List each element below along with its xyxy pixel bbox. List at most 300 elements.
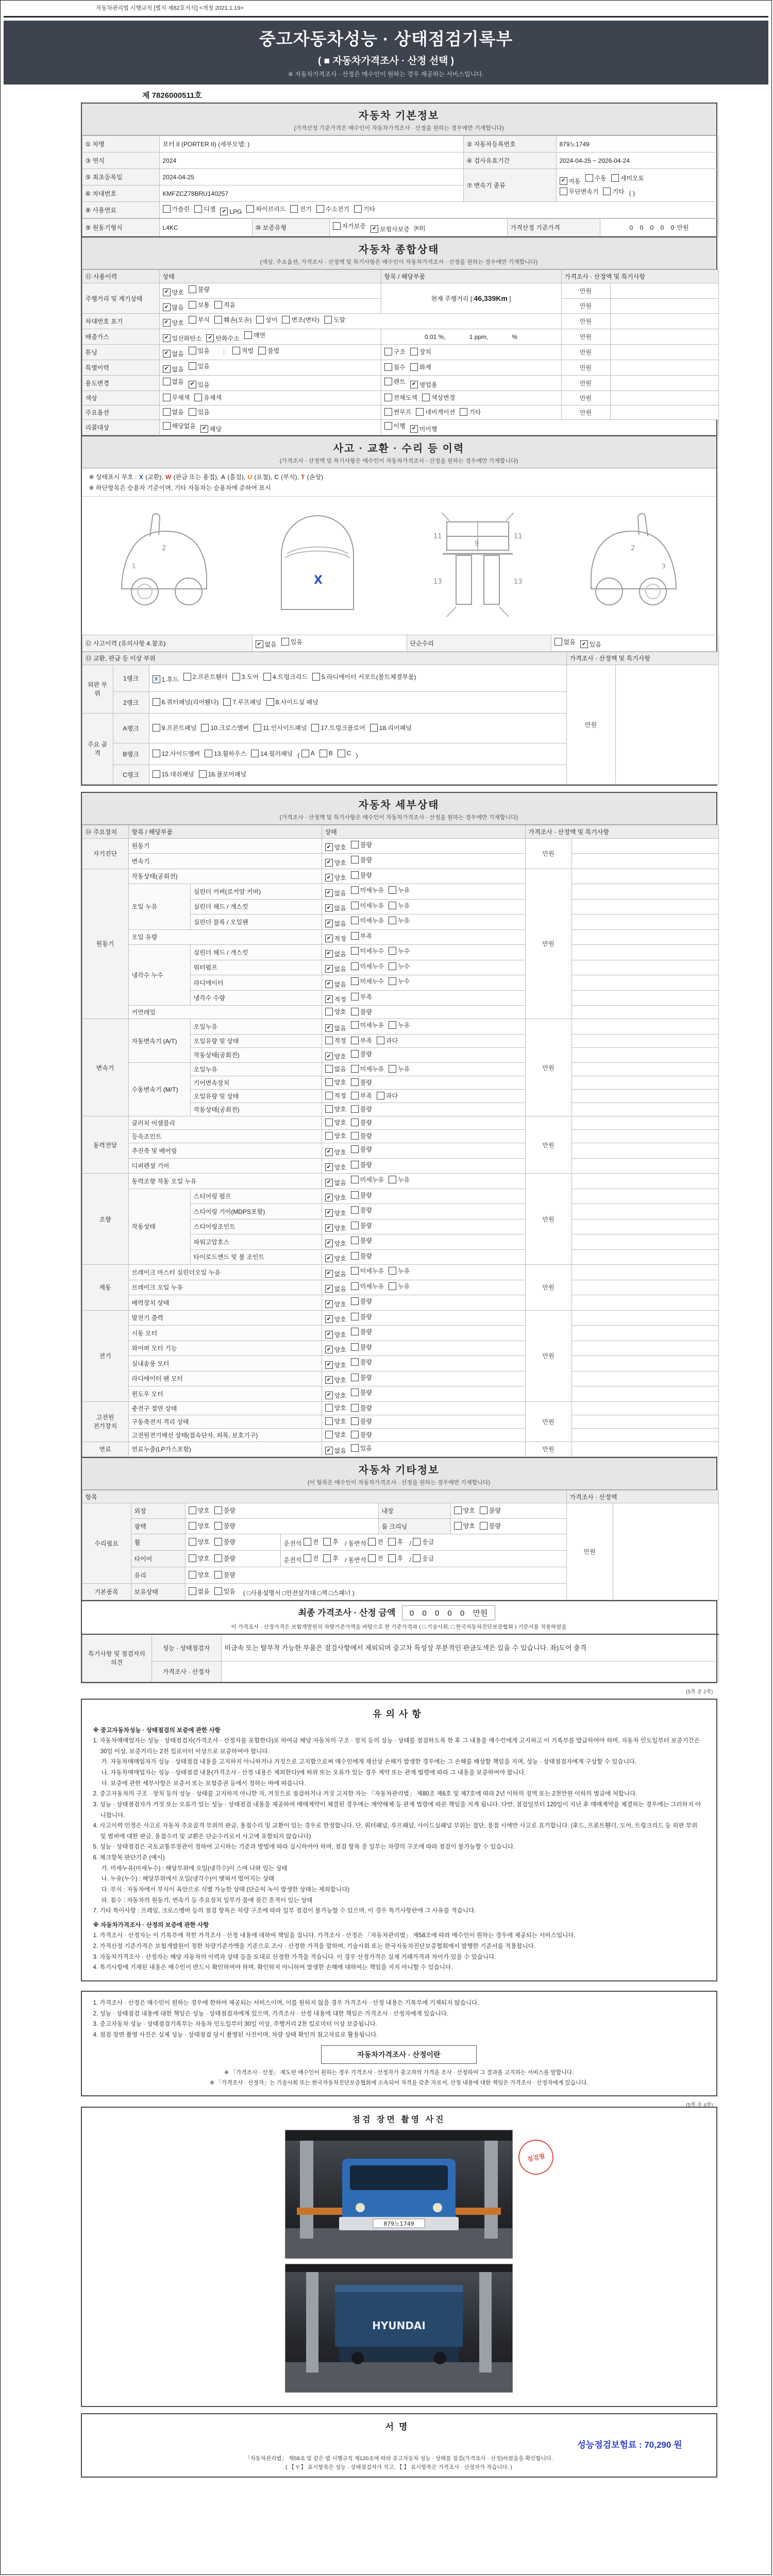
- checkbox-해당없음[interactable]: [163, 421, 196, 430]
- checkbox-11.인사이드패널[interactable]: [254, 723, 307, 732]
- unchecked-box-icon[interactable]: [413, 1554, 421, 1562]
- checkbox-미세누유[interactable]: [351, 1266, 384, 1275]
- checkbox-없음[interactable]: [163, 365, 184, 374]
- checkbox-양호[interactable]: [325, 1193, 346, 1202]
- checkbox-부족[interactable]: [351, 1036, 372, 1045]
- unchecked-box-icon[interactable]: [351, 947, 359, 955]
- checked-box-icon[interactable]: ✔: [189, 381, 196, 388]
- checkbox-양호[interactable]: [325, 843, 346, 852]
- unchecked-box-icon[interactable]: [189, 285, 196, 293]
- checkbox-불량[interactable]: [351, 1105, 372, 1113]
- checkbox-불량[interactable]: [351, 1403, 372, 1412]
- unchecked-box-icon[interactable]: [163, 205, 171, 213]
- unchecked-box-icon[interactable]: [460, 408, 467, 416]
- unchecked-box-icon[interactable]: [214, 1571, 222, 1579]
- checkbox-양호[interactable]: [325, 1163, 346, 1172]
- checkbox-불량[interactable]: [351, 1191, 372, 1199]
- checked-box-icon[interactable]: ✔: [410, 425, 418, 433]
- checkbox-양호[interactable]: [163, 318, 184, 327]
- unchecked-box-icon[interactable]: [384, 378, 392, 385]
- unchecked-box-icon[interactable]: [244, 331, 252, 339]
- checkbox-불량[interactable]: [351, 1297, 372, 1306]
- checked-box-icon[interactable]: ✔: [325, 1285, 333, 1293]
- unchecked-box-icon[interactable]: [214, 1587, 222, 1595]
- checkbox-무채색[interactable]: [163, 393, 190, 402]
- checkbox-양호[interactable]: [325, 1078, 346, 1087]
- checkbox-없음[interactable]: [325, 1064, 346, 1073]
- unchecked-box-icon[interactable]: [377, 1092, 384, 1099]
- checkbox-양호[interactable]: [325, 1052, 346, 1061]
- checked-box-icon[interactable]: ✔: [325, 1346, 333, 1353]
- checkbox-미세누유[interactable]: [351, 1064, 384, 1073]
- checked-box-icon[interactable]: ✔: [325, 1361, 333, 1369]
- checkbox-없음[interactable]: [325, 980, 346, 989]
- unchecked-box-icon[interactable]: [368, 1538, 376, 1546]
- checkbox-양호[interactable]: [325, 1361, 346, 1369]
- checkbox-불량[interactable]: [214, 1570, 236, 1579]
- checkbox-디젤[interactable]: [194, 205, 215, 213]
- checkbox-네비게이션[interactable]: [416, 408, 455, 416]
- checkbox-미세누유[interactable]: [351, 901, 384, 910]
- unchecked-box-icon[interactable]: [325, 1118, 333, 1126]
- unchecked-box-icon[interactable]: [351, 1431, 359, 1438]
- unchecked-box-icon[interactable]: [214, 1522, 222, 1530]
- checked-box-icon[interactable]: ✔: [325, 1392, 333, 1399]
- checkbox-양호[interactable]: [325, 1300, 346, 1309]
- checkbox-과다[interactable]: [377, 1091, 398, 1100]
- unchecked-box-icon[interactable]: [585, 174, 593, 182]
- unchecked-box-icon[interactable]: [311, 724, 319, 732]
- checkbox-가솔린[interactable]: [163, 205, 190, 213]
- checkbox-양호[interactable]: [325, 1148, 346, 1157]
- unchecked-box-icon[interactable]: [351, 1444, 359, 1452]
- checkbox-8.사이드실 패널[interactable]: [266, 698, 318, 706]
- unchecked-box-icon[interactable]: [232, 673, 240, 681]
- checkbox-양호[interactable]: [325, 1224, 346, 1232]
- checkbox-양호[interactable]: [325, 1403, 346, 1412]
- checkbox-불량[interactable]: [189, 285, 210, 294]
- unchecked-box-icon[interactable]: [351, 1417, 359, 1425]
- unchecked-box-icon[interactable]: [256, 316, 264, 324]
- checkbox-16.플로어패널[interactable]: [199, 770, 247, 778]
- unchecked-box-icon[interactable]: [263, 673, 271, 681]
- checkbox-기타[interactable]: [603, 187, 624, 196]
- checkbox-A[interactable]: [301, 750, 315, 757]
- unchecked-box-icon[interactable]: [290, 205, 298, 213]
- checkbox-불량[interactable]: [351, 1417, 372, 1426]
- checkbox-적음[interactable]: [214, 300, 236, 309]
- checked-box-icon[interactable]: ✔: [220, 208, 228, 215]
- checkbox-부족[interactable]: [351, 931, 372, 940]
- unchecked-box-icon[interactable]: [351, 902, 359, 909]
- unchecked-box-icon[interactable]: [163, 378, 171, 385]
- checked-box-icon[interactable]: ✔: [325, 1447, 333, 1454]
- checkbox-불량[interactable]: [351, 1327, 372, 1336]
- checkbox-4.트렁크리드[interactable]: [263, 672, 308, 681]
- checkbox-누수[interactable]: [389, 962, 410, 971]
- unchecked-box-icon[interactable]: [351, 1206, 359, 1214]
- unchecked-box-icon[interactable]: [266, 698, 274, 706]
- unchecked-box-icon[interactable]: [351, 993, 359, 1001]
- checkbox-수동[interactable]: [585, 174, 607, 182]
- checkbox-무단변속기[interactable]: [560, 187, 599, 196]
- checked-box-icon[interactable]: ✔: [325, 1148, 333, 1156]
- checkbox-5.라디에이터 서포트(볼트체결부품)[interactable]: [312, 672, 416, 681]
- checkbox-훼손(오손)[interactable]: [214, 315, 251, 324]
- checkbox-양호[interactable]: [325, 1118, 346, 1127]
- checkbox-적정[interactable]: [325, 1036, 346, 1045]
- checkbox-17.트렁크플로어[interactable]: [311, 723, 365, 732]
- unchecked-box-icon[interactable]: [325, 1417, 333, 1425]
- unchecked-box-icon[interactable]: [351, 1065, 359, 1073]
- checkbox-후[interactable]: [323, 1554, 339, 1563]
- checked-box-icon[interactable]: ✔: [163, 334, 171, 342]
- unchecked-box-icon[interactable]: [389, 1267, 396, 1275]
- checked-box-icon[interactable]: ✔: [325, 874, 333, 882]
- unchecked-box-icon[interactable]: [351, 856, 359, 863]
- unchecked-box-icon[interactable]: [384, 394, 392, 401]
- checked-box-icon[interactable]: ✔: [371, 225, 378, 233]
- unchecked-box-icon[interactable]: [370, 724, 378, 732]
- unchecked-box-icon[interactable]: [416, 408, 424, 416]
- checked-box-icon[interactable]: ✔: [325, 1163, 333, 1171]
- checkbox-미세누유[interactable]: [351, 916, 384, 925]
- checkbox-양호[interactable]: [325, 858, 346, 867]
- checkbox-누유[interactable]: [389, 886, 410, 894]
- checkbox-누유[interactable]: [389, 1266, 410, 1275]
- checked-box-icon[interactable]: ✔: [580, 640, 588, 648]
- checked-box-icon[interactable]: ✔: [163, 350, 171, 358]
- checkbox-있음[interactable]: [189, 362, 210, 370]
- checked-box-icon[interactable]: ✔: [200, 425, 208, 433]
- checkbox-LPG[interactable]: [220, 208, 242, 215]
- unchecked-box-icon[interactable]: [351, 1236, 359, 1244]
- unchecked-box-icon[interactable]: [214, 301, 222, 309]
- checkbox-있음[interactable]: [580, 640, 601, 649]
- unchecked-box-icon[interactable]: [351, 1021, 359, 1029]
- unchecked-box-icon[interactable]: [389, 1176, 396, 1183]
- unchecked-box-icon[interactable]: [351, 1374, 359, 1381]
- checkbox-양호[interactable]: [454, 1521, 475, 1530]
- unchecked-box-icon[interactable]: [351, 1328, 359, 1335]
- unchecked-box-icon[interactable]: [351, 1092, 359, 1099]
- checkbox-6.쿼터패널(리어휀다)[interactable]: [153, 698, 219, 706]
- unchecked-box-icon[interactable]: [189, 1522, 196, 1530]
- unchecked-box-icon[interactable]: [214, 1554, 222, 1562]
- unchecked-box-icon[interactable]: [351, 1267, 359, 1275]
- unchecked-box-icon[interactable]: [351, 977, 359, 985]
- checkbox-보통[interactable]: [189, 300, 210, 309]
- checkbox-불량[interactable]: [480, 1506, 501, 1515]
- unchecked-box-icon[interactable]: [214, 316, 222, 324]
- checkbox-불량[interactable]: [351, 871, 372, 879]
- checkbox-장치[interactable]: [410, 347, 431, 356]
- checked-box-icon[interactable]: ✔: [163, 365, 171, 373]
- checkbox-수소전기[interactable]: [316, 205, 349, 213]
- checkbox-자동[interactable]: [560, 177, 581, 185]
- checkbox-불량[interactable]: [351, 1236, 372, 1245]
- unchecked-box-icon[interactable]: [189, 1587, 196, 1595]
- checked-box-icon[interactable]: ✔: [325, 1024, 333, 1032]
- unchecked-box-icon[interactable]: [389, 886, 396, 894]
- checkbox-부족[interactable]: [351, 1091, 372, 1100]
- unchecked-box-icon[interactable]: [304, 1554, 311, 1562]
- checkbox-불량[interactable]: [480, 1521, 501, 1530]
- checkbox-전기[interactable]: [290, 205, 311, 213]
- checkbox-없음[interactable]: [325, 889, 346, 897]
- checkbox-도말[interactable]: [324, 315, 345, 324]
- unchecked-box-icon[interactable]: [325, 1132, 333, 1140]
- checkbox-있음[interactable]: [214, 1587, 236, 1596]
- checkbox-양호[interactable]: [189, 1537, 210, 1546]
- unchecked-box-icon[interactable]: [325, 1092, 333, 1099]
- unchecked-box-icon[interactable]: [377, 1037, 384, 1044]
- unchecked-box-icon[interactable]: [201, 724, 209, 732]
- unchecked-box-icon[interactable]: [351, 1222, 359, 1229]
- checkbox-18.리어패널[interactable]: [370, 723, 412, 732]
- unchecked-box-icon[interactable]: [389, 977, 396, 985]
- checkbox-양호[interactable]: [189, 1506, 210, 1515]
- unchecked-box-icon[interactable]: [351, 1313, 359, 1320]
- checked-box-icon[interactable]: ✔: [325, 1209, 333, 1217]
- checkbox-후[interactable]: [323, 1537, 339, 1546]
- unchecked-box-icon[interactable]: [338, 750, 345, 757]
- checkbox-변조(변타)[interactable]: [282, 315, 319, 324]
- unchecked-box-icon[interactable]: [389, 962, 396, 970]
- checked-box-icon[interactable]: X: [153, 675, 160, 683]
- checkbox-불량[interactable]: [351, 1206, 372, 1214]
- unchecked-box-icon[interactable]: [368, 1554, 376, 1562]
- unchecked-box-icon[interactable]: [258, 347, 266, 354]
- checkbox-침수[interactable]: [384, 363, 406, 371]
- unchecked-box-icon[interactable]: [189, 1506, 196, 1514]
- checkbox-없음[interactable]: [163, 349, 184, 358]
- checkbox-불량[interactable]: [214, 1506, 236, 1515]
- checkbox-14.필러패널[interactable]: [251, 749, 293, 758]
- checkbox-9.프론트패널[interactable]: [153, 723, 197, 732]
- checkbox-기타[interactable]: [460, 408, 481, 416]
- checkbox-양호[interactable]: [325, 1105, 346, 1113]
- checkbox-양호[interactable]: [325, 1345, 346, 1354]
- checkbox-미세누수[interactable]: [351, 946, 384, 955]
- checkbox-12.사이드멤버[interactable]: [153, 749, 200, 758]
- checkbox-있음[interactable]: [189, 346, 210, 355]
- unchecked-box-icon[interactable]: [454, 1506, 462, 1514]
- checkbox-불량[interactable]: [351, 1131, 372, 1140]
- unchecked-box-icon[interactable]: [603, 188, 611, 195]
- unchecked-box-icon[interactable]: [189, 362, 196, 370]
- unchecked-box-icon[interactable]: [351, 1252, 359, 1260]
- unchecked-box-icon[interactable]: [214, 1506, 222, 1514]
- checkbox-있음[interactable]: [351, 1444, 372, 1452]
- checked-box-icon[interactable]: ✔: [325, 1315, 333, 1323]
- unchecked-box-icon[interactable]: [312, 673, 320, 681]
- checked-box-icon[interactable]: ✔: [325, 1331, 333, 1338]
- unchecked-box-icon[interactable]: [480, 1506, 488, 1514]
- checkbox-미세누유[interactable]: [351, 1282, 384, 1291]
- checked-box-icon[interactable]: ✔: [325, 965, 333, 973]
- checked-box-icon[interactable]: ✔: [325, 1376, 333, 1384]
- checkbox-미세누수[interactable]: [351, 977, 384, 986]
- unchecked-box-icon[interactable]: [189, 1538, 196, 1546]
- unchecked-box-icon[interactable]: [189, 316, 196, 324]
- unchecked-box-icon[interactable]: [153, 770, 160, 778]
- checkbox-없음[interactable]: [163, 408, 184, 416]
- unchecked-box-icon[interactable]: [163, 422, 171, 430]
- checkbox-양호[interactable]: [163, 288, 184, 297]
- checked-box-icon[interactable]: ✔: [325, 920, 333, 927]
- checked-box-icon[interactable]: ✔: [163, 319, 171, 327]
- unchecked-box-icon[interactable]: [301, 750, 309, 757]
- unchecked-box-icon[interactable]: [189, 408, 196, 416]
- unchecked-box-icon[interactable]: [333, 222, 341, 230]
- checkbox-양호[interactable]: [325, 1315, 346, 1324]
- unchecked-box-icon[interactable]: [323, 1554, 331, 1562]
- checkbox-B[interactable]: [320, 750, 333, 757]
- unchecked-box-icon[interactable]: [389, 917, 396, 924]
- checkbox-전[interactable]: [304, 1537, 319, 1546]
- unchecked-box-icon[interactable]: [384, 348, 392, 355]
- checked-box-icon[interactable]: ✔: [325, 1270, 333, 1278]
- checkbox-영업용[interactable]: [410, 380, 438, 389]
- unchecked-box-icon[interactable]: [480, 1522, 488, 1530]
- checkbox-해당[interactable]: [200, 425, 222, 433]
- checkbox-양호[interactable]: [325, 1131, 346, 1140]
- unchecked-box-icon[interactable]: [163, 408, 171, 416]
- checkbox-양호[interactable]: [325, 1239, 346, 1248]
- unchecked-box-icon[interactable]: [351, 1145, 359, 1153]
- unchecked-box-icon[interactable]: [389, 947, 396, 955]
- checkbox-누유[interactable]: [389, 916, 410, 925]
- checkbox-있음[interactable]: [281, 637, 303, 646]
- checkbox-누유[interactable]: [389, 901, 410, 910]
- checkbox-양호[interactable]: [325, 1330, 346, 1339]
- checkbox-누유[interactable]: [389, 1175, 410, 1184]
- checkbox-불량[interactable]: [351, 840, 372, 849]
- checkbox-불량[interactable]: [351, 1312, 372, 1321]
- checkbox-불량[interactable]: [351, 1007, 372, 1016]
- unchecked-box-icon[interactable]: [410, 348, 418, 355]
- unchecked-box-icon[interactable]: [153, 750, 160, 757]
- checked-box-icon[interactable]: ✔: [325, 1053, 333, 1060]
- checkbox-불량[interactable]: [351, 1078, 372, 1087]
- checkbox-보험사보증[interactable]: [371, 225, 410, 233]
- unchecked-box-icon[interactable]: [214, 1538, 222, 1546]
- checkbox-15.대쉬패널[interactable]: [153, 770, 194, 778]
- unchecked-box-icon[interactable]: [354, 205, 362, 213]
- checkbox-불량[interactable]: [351, 1343, 372, 1351]
- checked-box-icon[interactable]: ✔: [325, 904, 333, 912]
- unchecked-box-icon[interactable]: [560, 188, 567, 195]
- checkbox-하이브리드[interactable]: [246, 205, 285, 213]
- checked-box-icon[interactable]: ✔: [325, 1300, 333, 1308]
- unchecked-box-icon[interactable]: [389, 1065, 396, 1073]
- checked-box-icon[interactable]: ✔: [410, 381, 418, 388]
- unchecked-box-icon[interactable]: [246, 205, 254, 213]
- unchecked-box-icon[interactable]: [281, 638, 289, 646]
- unchecked-box-icon[interactable]: [223, 698, 231, 706]
- checkbox-불량[interactable]: [351, 1221, 372, 1230]
- unchecked-box-icon[interactable]: [351, 1282, 359, 1290]
- checkbox-적정[interactable]: [325, 995, 346, 1004]
- checkbox-양호[interactable]: [189, 1570, 210, 1579]
- checked-box-icon[interactable]: ✔: [325, 1240, 333, 1247]
- unchecked-box-icon[interactable]: [351, 871, 359, 879]
- checkbox-미세누유[interactable]: [351, 886, 384, 894]
- unchecked-box-icon[interactable]: [189, 301, 196, 309]
- checkbox-유채색[interactable]: [194, 393, 222, 402]
- unchecked-box-icon[interactable]: [205, 750, 212, 757]
- unchecked-box-icon[interactable]: [351, 1078, 359, 1086]
- checked-box-icon[interactable]: ✔: [325, 843, 333, 851]
- checked-box-icon[interactable]: ✔: [325, 1179, 333, 1187]
- checkbox-양호[interactable]: [325, 873, 346, 882]
- unchecked-box-icon[interactable]: [325, 1037, 333, 1044]
- checkbox-상이[interactable]: [256, 315, 277, 324]
- checkbox-부족[interactable]: [351, 992, 372, 1001]
- checkbox-적정[interactable]: [325, 934, 346, 943]
- unchecked-box-icon[interactable]: [351, 1105, 359, 1113]
- unchecked-box-icon[interactable]: [163, 394, 171, 401]
- unchecked-box-icon[interactable]: [324, 316, 332, 324]
- unchecked-box-icon[interactable]: [351, 1297, 359, 1305]
- checkbox-불법[interactable]: [258, 346, 279, 355]
- checked-box-icon[interactable]: ✔: [163, 289, 171, 296]
- unchecked-box-icon[interactable]: [389, 902, 396, 909]
- checkbox-양호[interactable]: [325, 1391, 346, 1400]
- checkbox-응급[interactable]: [413, 1537, 434, 1546]
- unchecked-box-icon[interactable]: [325, 1105, 333, 1113]
- checkbox-후[interactable]: [388, 1554, 404, 1563]
- checkbox-전[interactable]: [368, 1537, 383, 1546]
- unchecked-box-icon[interactable]: [384, 363, 392, 371]
- checkbox-양호[interactable]: [325, 1254, 346, 1263]
- checkbox-2.프론트휀더[interactable]: [183, 672, 228, 681]
- checkbox-누유[interactable]: [389, 1282, 410, 1291]
- checkbox-탄화수소[interactable]: [206, 334, 239, 343]
- unchecked-box-icon[interactable]: [388, 1554, 396, 1562]
- checkbox-적정[interactable]: [325, 1091, 346, 1100]
- checkbox-불량[interactable]: [351, 1251, 372, 1260]
- checkbox-C[interactable]: [338, 750, 351, 757]
- checked-box-icon[interactable]: ✔: [325, 935, 333, 942]
- unchecked-box-icon[interactable]: [232, 347, 240, 354]
- checkbox-없음[interactable]: [325, 904, 346, 912]
- checkbox-후[interactable]: [388, 1537, 404, 1546]
- checkbox-불량[interactable]: [214, 1521, 236, 1530]
- unchecked-box-icon[interactable]: [351, 932, 359, 940]
- checkbox-색상변경[interactable]: [422, 393, 455, 402]
- checkbox-불량[interactable]: [351, 1160, 372, 1169]
- checkbox-양호[interactable]: [325, 1417, 346, 1426]
- checkbox-세미오토[interactable]: [611, 174, 644, 182]
- checkbox-양호[interactable]: [325, 1007, 346, 1016]
- checkbox-기타[interactable]: [354, 205, 375, 213]
- checkbox-불량[interactable]: [351, 1430, 372, 1439]
- unchecked-box-icon[interactable]: [351, 1191, 359, 1199]
- checked-box-icon[interactable]: ✔: [325, 950, 333, 958]
- unchecked-box-icon[interactable]: [611, 174, 619, 182]
- unchecked-box-icon[interactable]: [413, 1538, 421, 1546]
- checkbox-응급[interactable]: [413, 1554, 434, 1563]
- checkbox-전[interactable]: [368, 1554, 383, 1563]
- checkbox-없음[interactable]: [325, 919, 346, 928]
- unchecked-box-icon[interactable]: [422, 394, 430, 401]
- checkbox-누수[interactable]: [389, 977, 410, 986]
- checkbox-불량[interactable]: [351, 1373, 372, 1382]
- unchecked-box-icon[interactable]: [320, 750, 327, 757]
- checked-box-icon[interactable]: ✔: [325, 1194, 333, 1201]
